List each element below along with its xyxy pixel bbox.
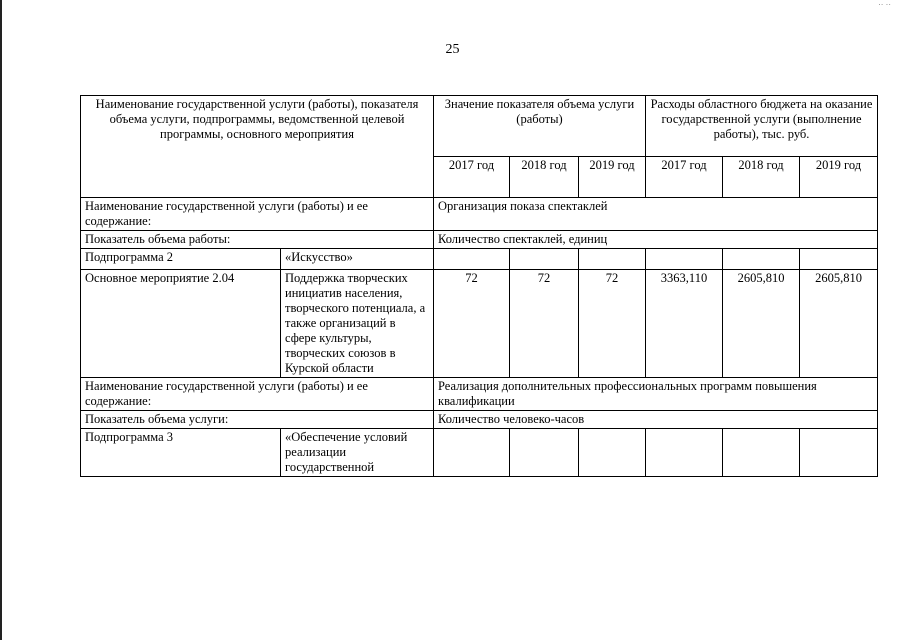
service2-label: Наименование государственной услуги (работы) и ее содержание: — [81, 378, 434, 411]
table-row — [81, 231, 878, 249]
table-row — [81, 378, 878, 411]
table-row — [81, 429, 878, 477]
year-cost-2017: 2017 год — [646, 157, 723, 198]
empty-cell — [646, 429, 723, 477]
table-row — [81, 270, 878, 378]
subprogram2-label: Подпрограмма 2 — [81, 249, 281, 270]
activity-value-2018: 72 — [510, 270, 579, 378]
activity-value-2017: 72 — [434, 270, 510, 378]
header-value-group: Значение показателя объема услуги (работы) — [434, 96, 646, 157]
header-row — [81, 96, 878, 157]
service1-label: Наименование государственной услуги (работы) и ее содержание: — [81, 198, 434, 231]
year-cost-2019: 2019 год — [800, 157, 878, 198]
empty-cell — [510, 249, 579, 270]
year-value-2017: 2017 год — [434, 157, 510, 198]
budget-table — [80, 95, 878, 477]
page-number: 25 — [445, 42, 460, 57]
year-value-2018: 2018 год — [510, 157, 579, 198]
activity-cost-2018: 2605,810 — [723, 270, 800, 378]
table-row — [81, 249, 878, 270]
header-cost-group: Расходы областного бюджета на оказание государственной услуги (выполнение работы), тыс. руб. — [646, 96, 878, 157]
empty-cell — [434, 249, 510, 270]
table-row — [81, 198, 878, 231]
scan-edge — [0, 0, 2, 640]
header-name-col: Наименование государственной услуги (работы), показателя объема услуги, подпрограммы, ведомственной целевой программы, основного мероприятия — [81, 96, 434, 198]
indicator2-value: Количество человеко-часов — [434, 411, 878, 429]
empty-cell — [510, 429, 579, 477]
indicator1-value: Количество спектаклей, единиц — [434, 231, 878, 249]
empty-cell — [646, 249, 723, 270]
empty-cell — [434, 429, 510, 477]
indicator1-label: Показатель объема работы: — [81, 231, 434, 249]
service2-value: Реализация дополнительных профессиональных программ повышения квалификации — [434, 378, 878, 411]
activity-cost-2019: 2605,810 — [800, 270, 878, 378]
empty-cell — [800, 249, 878, 270]
empty-cell — [723, 429, 800, 477]
activity-label: Основное мероприятие 2.04 — [81, 270, 281, 378]
year-value-2019: 2019 год — [579, 157, 646, 198]
subprogram3-label: Подпрограмма 3 — [81, 429, 281, 477]
activity-value-2019: 72 — [579, 270, 646, 378]
service1-value: Организация показа спектаклей — [434, 198, 878, 231]
activity-cost-2017: 3363,110 — [646, 270, 723, 378]
empty-cell — [800, 429, 878, 477]
corner-mark: ·· ·· — [878, 0, 891, 9]
year-cost-2018: 2018 год — [723, 157, 800, 198]
activity-name: Поддержка творческих инициатив населения, творческого потенциала, а также организаций в сфере культуры, творческих союзов в Курской области — [281, 270, 434, 378]
empty-cell — [723, 249, 800, 270]
subprogram2-name: «Искусство» — [281, 249, 434, 270]
empty-cell — [579, 249, 646, 270]
subprogram3-name: «Обеспечение условий реализации государственной — [281, 429, 434, 477]
indicator2-label: Показатель объема услуги: — [81, 411, 434, 429]
empty-cell — [579, 429, 646, 477]
table-row — [81, 411, 878, 429]
